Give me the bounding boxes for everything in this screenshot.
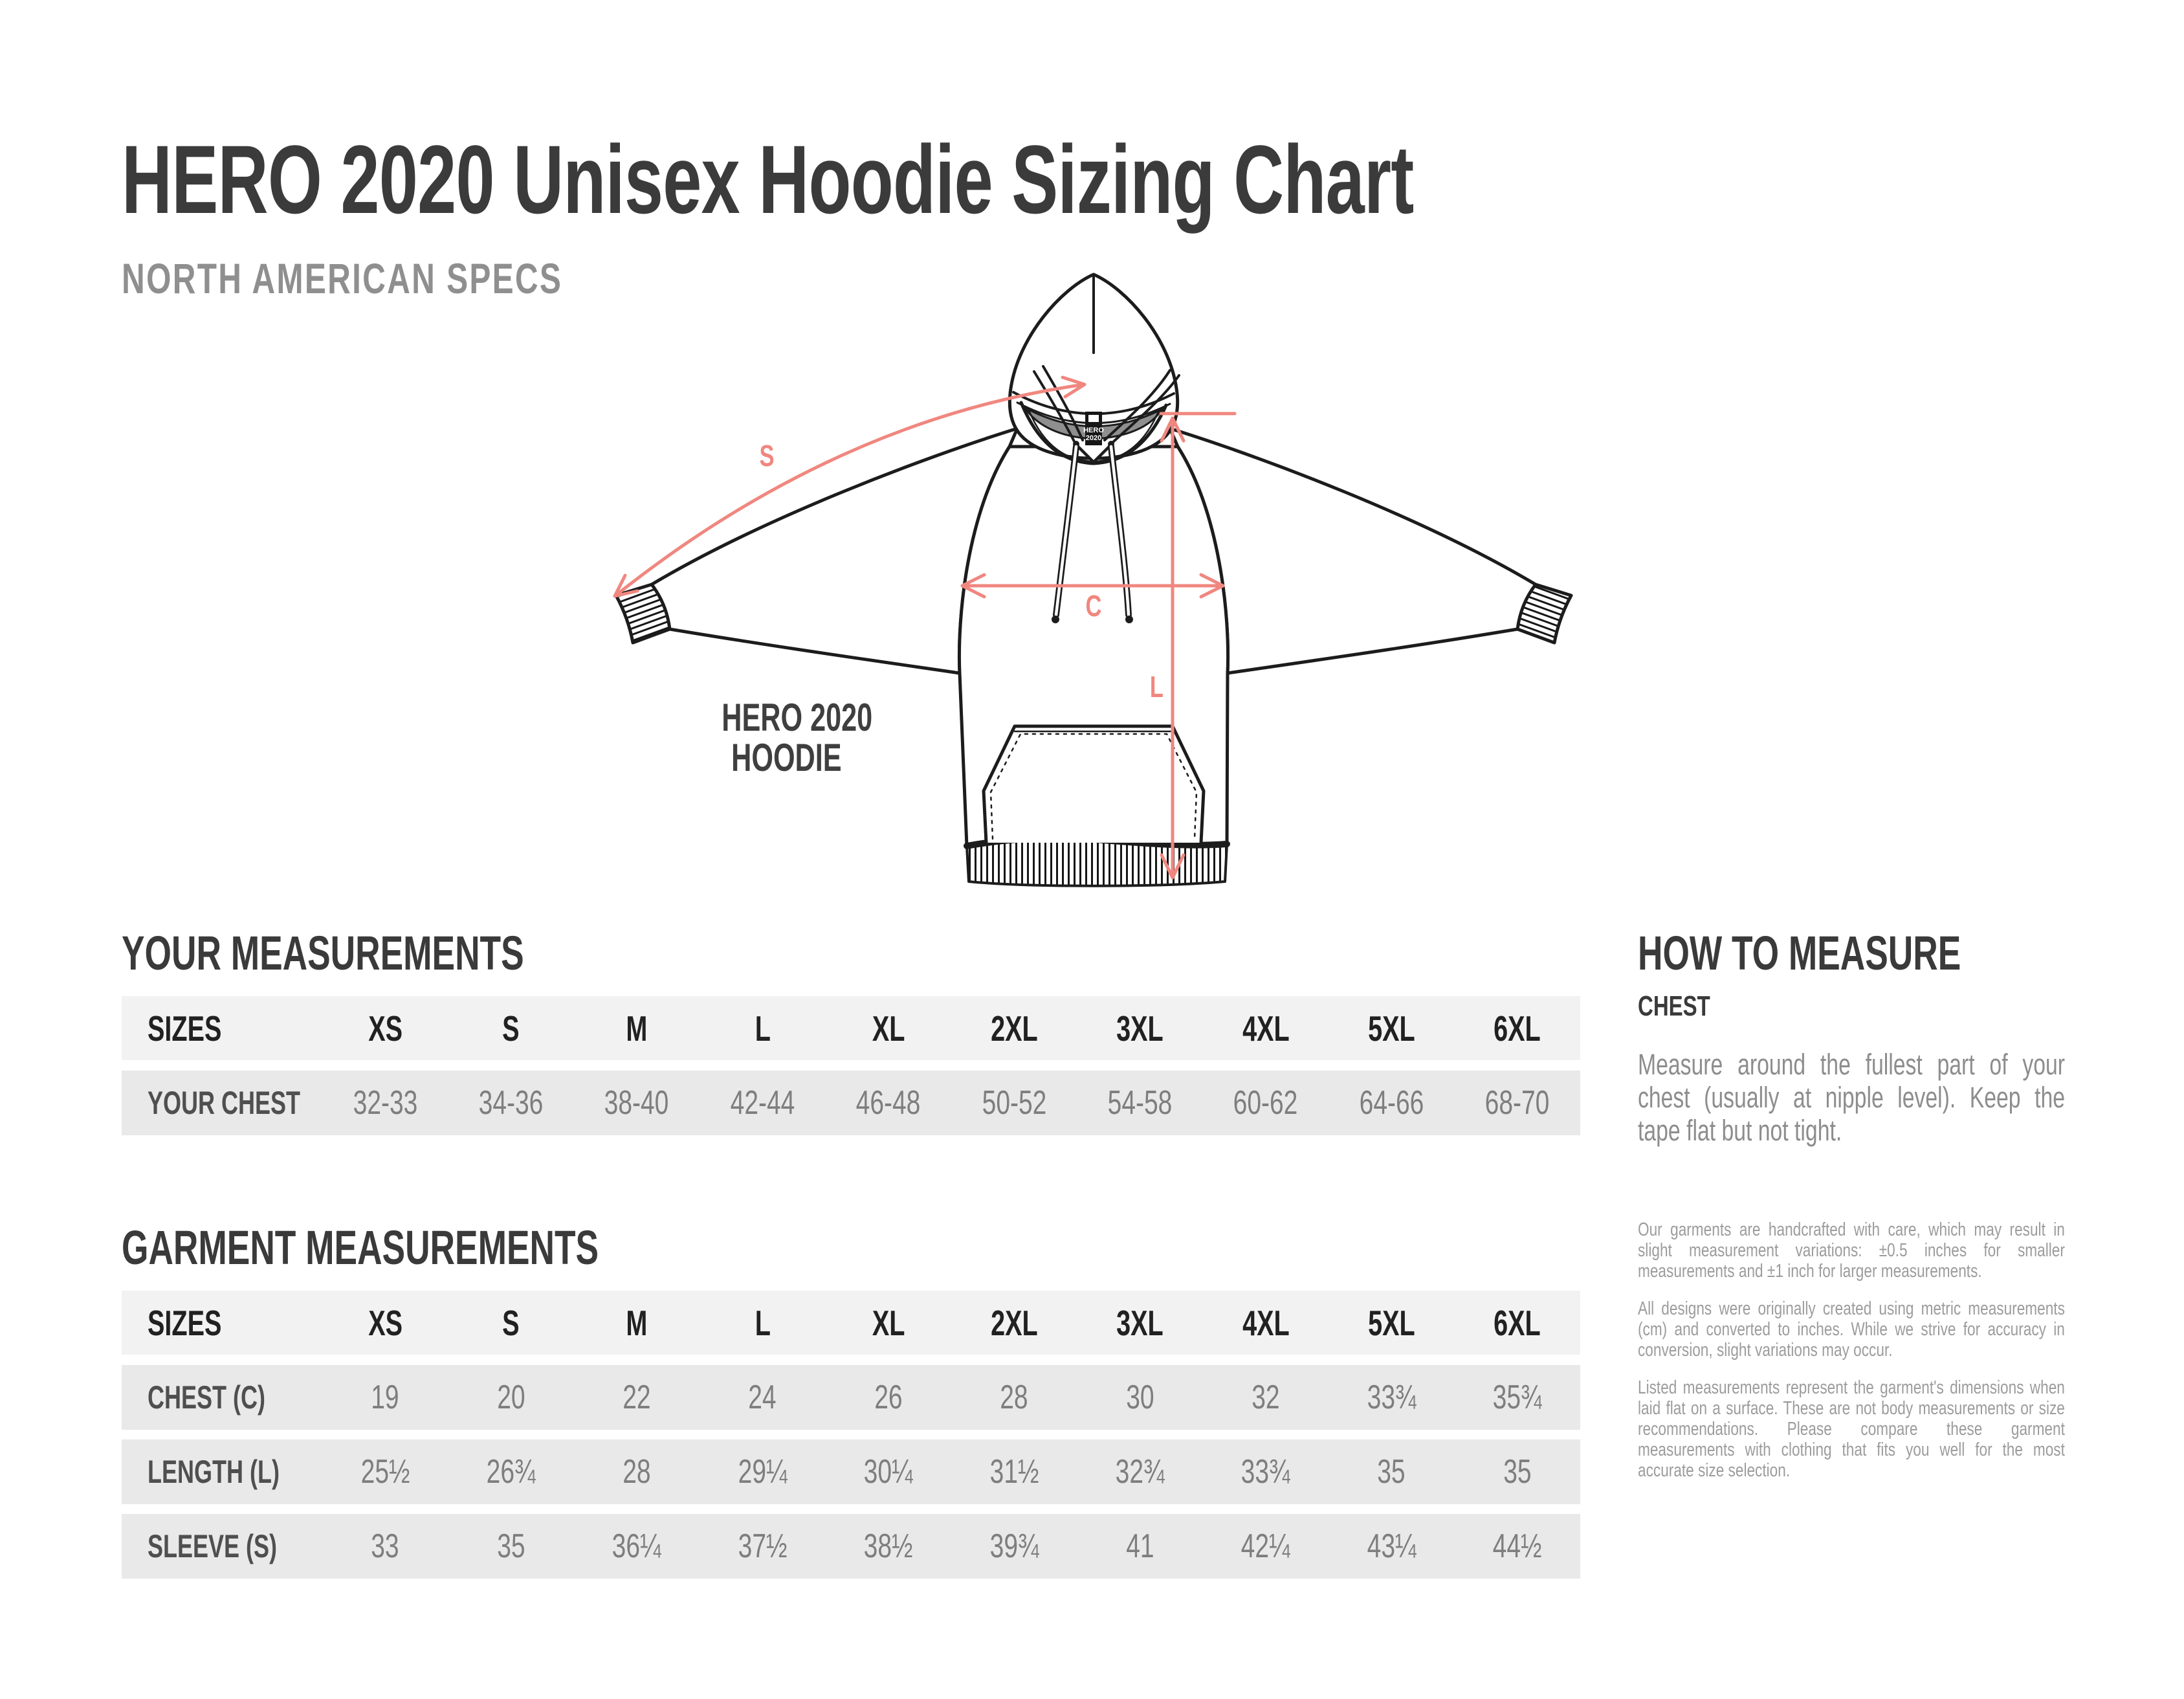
table-row-sleeve: SLEEVE (S) 33 35 36¼ 37½ 38½ 39¾ 41 42¼ 43¼ 44½ — [122, 1514, 1580, 1579]
chest-dimension-label: C — [1085, 589, 1102, 623]
table-row: YOUR CHEST 32-33 34-36 38-40 42-44 46-48 50-52 54-58 60-62 64-66 68-70 — [122, 1071, 1580, 1135]
neck-label — [1083, 412, 1104, 445]
how-to-measure-section — [1638, 992, 2091, 1147]
hem-band — [967, 838, 1227, 886]
product-label: HERO 2020 HOODIE — [722, 696, 873, 779]
notes-section — [1638, 1219, 2091, 1498]
note-metric: All designs were originally created using metric measurements (cm) and converted to inches. While we strive for accuracy in conversion, slight variations may occur. — [1638, 1298, 2065, 1360]
sleeve-dimension-label: S — [759, 439, 775, 473]
garment-measurements-heading: GARMENT MEASUREMENTS — [122, 1221, 599, 1274]
your-measurements-heading: YOUR MEASUREMENTS — [122, 926, 524, 980]
page-title: HERO 2020 Unisex Hoodie Sizing Chart — [122, 125, 1414, 234]
neck-label-line2: 2020 — [1085, 434, 1102, 442]
chest-instructions: Measure around the fullest part of your chest (usually at nipple level). Keep the tape flat but not tight. — [1638, 1048, 2065, 1147]
hoodie-illustration — [550, 246, 1650, 932]
table-header-row: SIZES XS S M L XL 2XL 3XL 4XL 5XL 6XL — [122, 1291, 1580, 1355]
neck-label-line1: HERO — [1083, 427, 1104, 434]
pocket — [984, 726, 1204, 843]
table-header-row: SIZES XS S M L XL 2XL 3XL 4XL 5XL 6XL — [122, 996, 1580, 1060]
garment-measurements-table — [122, 1291, 1580, 1588]
how-to-measure-heading: HOW TO MEASURE — [1638, 926, 1961, 980]
table-row-length: LENGTH (L) 25½ 26¾ 28 29¼ 30¼ 31½ 32¾ 33¾ 35 35 — [122, 1439, 1580, 1504]
your-measurements-table — [122, 996, 1580, 1145]
page-subtitle: NORTH AMERICAN SPECS — [122, 254, 563, 302]
note-flat-measurements: Listed measurements represent the garment's dimensions when laid flat on a surface. These are not body measurements or size recommendations. Please compare these garment measurements with clothing that fits you well for the most accurate size selection. — [1638, 1377, 2065, 1481]
table-row-chest: CHEST (C) 19 20 22 24 26 28 30 32 33¾ 35¾ — [122, 1365, 1580, 1430]
note-variations: Our garments are handcrafted with care, which may result in slight measurement variations: ±0.5 inches for smaller measurements and ±1 inch for larger measurements. — [1638, 1219, 2065, 1282]
length-dimension-label: L — [1149, 670, 1164, 704]
chest-subheading: CHEST — [1638, 990, 1710, 1022]
